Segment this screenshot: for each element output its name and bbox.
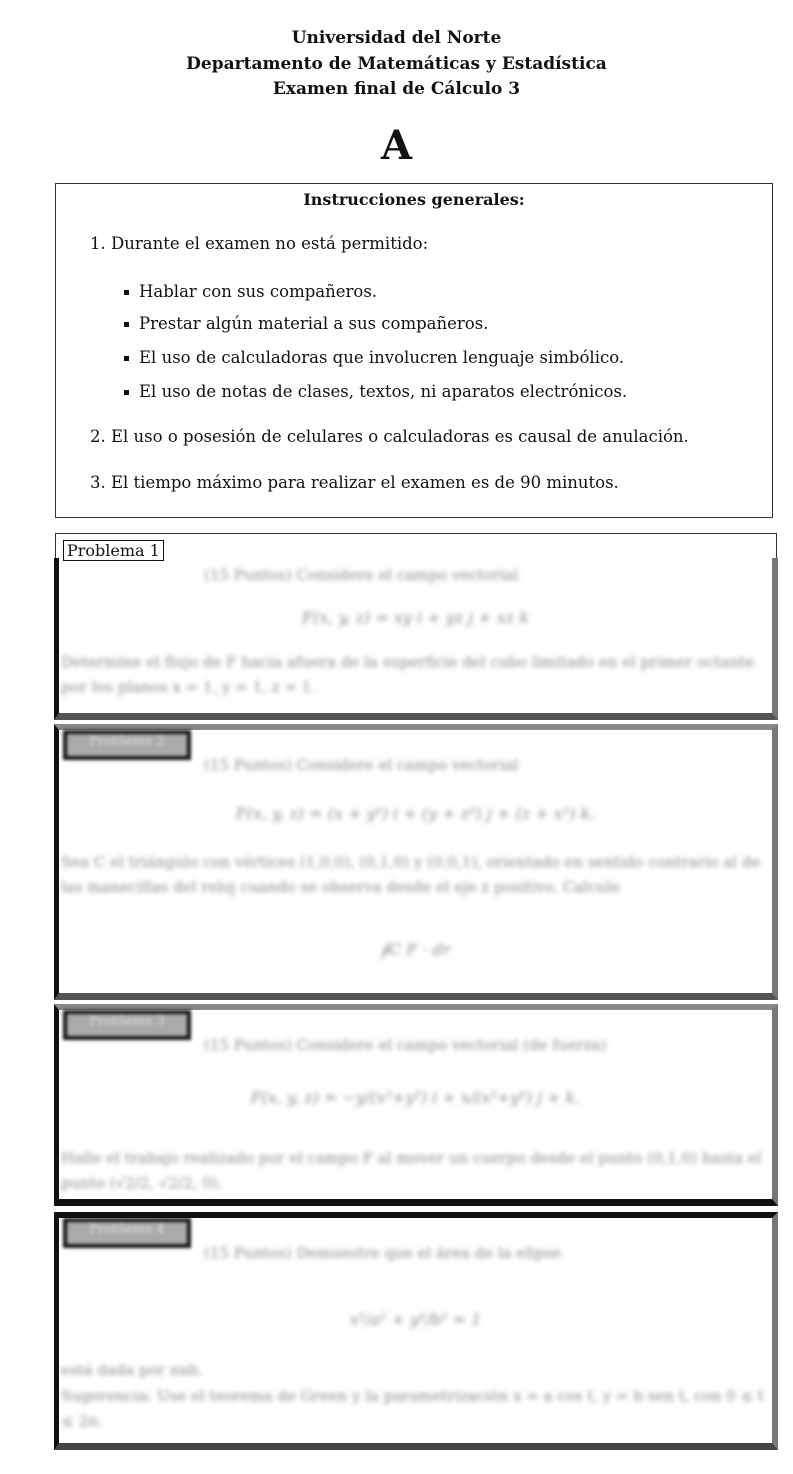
problem-4-label: Problema 4: [63, 1218, 191, 1248]
instruction-sub: El uso de calculadoras que involucren lenguaje simbólico.: [124, 348, 624, 367]
problem-3-statement: (15 Puntos) Considere el campo vectorial (de fuerza): [204, 1036, 607, 1054]
problem-4-equation: x²/a² + y²/b² = 1: [349, 1310, 482, 1329]
problem-1-label: Problema 1: [63, 540, 164, 561]
instructions-title: Instrucciones generales:: [303, 190, 525, 209]
problem-4: [54, 1212, 778, 1450]
problem-1-body: Determine el flujo de F hacia afuera de la superficie del cubo limitado en el primer octante por los planos x = 1, y = 1, z = 1.: [61, 653, 755, 696]
instruction-3: 3. El tiempo máximo para realizar el examen es de 90 minutos.: [90, 473, 619, 492]
problem-1-statement: (15 Puntos) Considere el campo vectorial: [204, 566, 519, 584]
exam-version: A: [380, 122, 413, 169]
problem-2-body: Sea C el triángulo con vértices (1,0,0), (0,1,0) y (0,0,1), orientado en sentido contrario al de las manecillas del reloj cuando se observa desde el eje z positivo. Calcule: [61, 853, 761, 896]
problem-2-equation: F(x, y, z) = (x + y²) i + (y + z²) j + (z + x²) k.: [235, 804, 596, 823]
problem-3-body: Halle el trabajo realizado por el campo F al mover un cuerpo desde el punto (0,1,0) hasta el punto (√2/2, √2/2, 0).: [61, 1149, 762, 1192]
problem-2-integral: ∮C F · dr: [380, 940, 451, 959]
department-name: Departamento de Matemáticas y Estadística: [186, 54, 607, 74]
problem-3-equation: F(x, y, z) = −y/(x²+y²) i + x/(x²+y²) j + k.: [250, 1088, 581, 1107]
problem-3: [54, 1004, 778, 1206]
problem-1-equation: F(x, y, z) = xy i + yz j + xz k: [301, 608, 530, 627]
problem-1: [54, 558, 778, 720]
problem-2-statement: (15 Puntos) Considere el campo vectorial: [204, 756, 519, 774]
problem-4-body: está dada por πab.: [61, 1361, 203, 1379]
instruction-sub: Hablar con sus compañeros.: [124, 282, 377, 301]
instructions-box: [55, 183, 773, 518]
problem-3-label: Problema 3: [63, 1010, 191, 1040]
instruction-sub: Prestar algún material a sus compañeros.: [124, 314, 488, 333]
university-name: Universidad del Norte: [291, 28, 502, 48]
problem-4-statement: (15 Puntos) Demuestre que el área de la elipse: [204, 1244, 562, 1262]
problem-4-hint: Sugerencia: Use el teorema de Green y la parametrización x = a cos t, y = b sen t, con 0 ≤ t ≤ 2π.: [61, 1387, 764, 1430]
instruction-sub: El uso de notas de clases, textos, ni aparatos electrónicos.: [124, 382, 627, 401]
exam-title: Examen final de Cálculo 3: [272, 79, 521, 99]
instruction-1: 1. Durante el examen no está permitido:: [90, 234, 429, 253]
problem-2: [54, 724, 778, 1000]
instruction-2: 2. El uso o posesión de celulares o calculadoras es causal de anulación.: [90, 427, 689, 446]
problem-2-label: Problema 2: [63, 730, 191, 760]
